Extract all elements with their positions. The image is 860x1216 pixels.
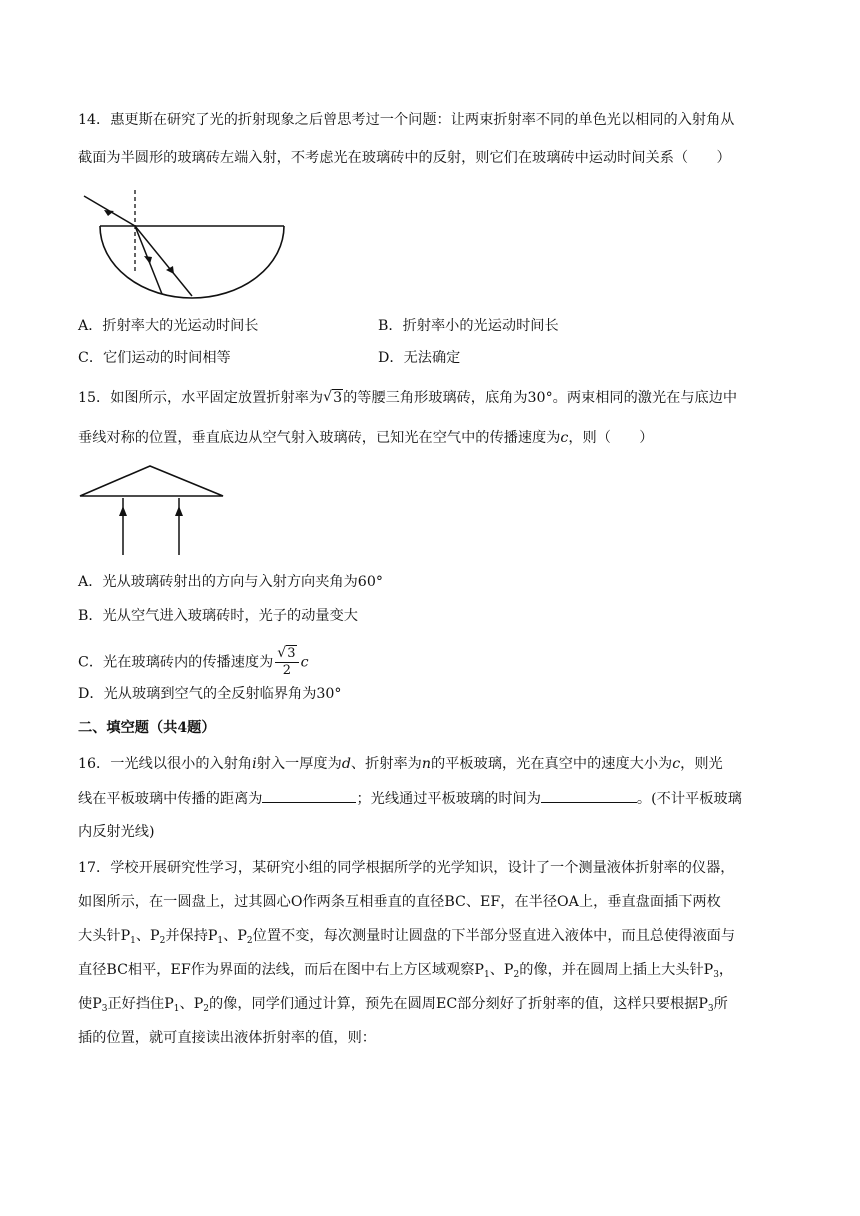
- sqrt-3: √ 3: [323, 389, 343, 406]
- q15-line-2: [78, 428, 653, 448]
- q15-line-2-text-b: ，则（ ）: [568, 430, 654, 446]
- q16-var-d: d: [341, 756, 351, 772]
- q16-l1-f: ，则光: [680, 756, 723, 772]
- sub-3: 3: [707, 1004, 714, 1014]
- q17-line-4: [78, 960, 733, 980]
- q16-l1-c: 、折射率为: [350, 756, 422, 772]
- q15-option-c-text: C．光在玻璃砖内的传播速度为: [78, 654, 274, 671]
- q17-line-5: [78, 994, 728, 1014]
- q17-l3-d: 、P: [223, 928, 247, 944]
- sub-2: 2: [203, 1004, 209, 1014]
- sub-1: 1: [483, 970, 490, 980]
- q16-var-n: n: [421, 756, 431, 772]
- q17-l4-c: 的像，并在圆周上插上大头针P: [519, 962, 714, 978]
- q17-l4-a: 直径BC相平，EF作为界面的法线，而后在图中右上方区域观察P: [78, 962, 484, 978]
- q14-option-b: B．折射率小的光运动时间长: [378, 318, 559, 334]
- sub-1: 1: [217, 936, 224, 946]
- q14-option-c: C．它们运动的时间相等: [78, 350, 231, 366]
- q16-var-c: c: [672, 756, 681, 772]
- q17-l3-e: 位置不变，每次测量时让圆盘的下半部分竖直进入液体中，而且总使得液面与: [252, 928, 736, 944]
- answer-blank-1[interactable]: [262, 788, 356, 803]
- q16-l1-a: 16．一光线以很小的入射角: [78, 756, 253, 772]
- q16-l2-b: ；光线通过平板玻璃的时间为: [356, 791, 541, 807]
- q16-line-2: [78, 788, 742, 809]
- sqrt-3-value: 3: [333, 390, 343, 406]
- q15-option-c-var: c: [300, 654, 309, 671]
- sub-2: 2: [513, 970, 520, 980]
- q15-option-b: B．光从空气进入玻璃砖时，光子的动量变大: [78, 608, 358, 624]
- q15-option-c: [78, 646, 309, 679]
- q14-option-a: A．折射率大的光运动时间长: [78, 318, 259, 334]
- q17-l4-d: ，: [718, 962, 734, 978]
- q17-l5-a: 使P: [78, 996, 102, 1012]
- sub-3: 3: [713, 970, 719, 980]
- q14-line-1: 14．惠更斯在研究了光的折射现象之后曾思考过一个问题：让两束折射率不同的单色光以相同的入射角从: [78, 112, 735, 128]
- q17-l5-e: 所: [713, 996, 728, 1012]
- q17-l3-b: 、P: [135, 928, 160, 944]
- q16-line-3: 内反射光线): [78, 824, 155, 840]
- q17-l5-c: 、P: [179, 996, 204, 1012]
- q15-line-1-text-a: 15．如图所示，水平固定放置折射率为: [78, 390, 324, 406]
- q15-line-1-text-b: 的等腰三角形玻璃砖，底角为30°。两束相同的激光在与底边中: [343, 390, 738, 406]
- q16-var-i: i: [252, 756, 257, 772]
- section-title: 二、填空题（共4题）: [78, 720, 216, 736]
- q17-l5-b: 正好挡住P: [107, 996, 174, 1012]
- triangle-prism-diagram: [78, 460, 228, 560]
- q17-line-3: [78, 926, 735, 946]
- q16-l1-b: 射入一厚度为: [256, 756, 342, 772]
- q14-option-d: D．无法确定: [378, 350, 461, 366]
- q16-l1-e: 的平板玻璃，光在真空中的速度大小为: [431, 756, 673, 772]
- fraction-numerator: 3: [287, 646, 296, 661]
- q14-line-2: 截面为半圆形的玻璃砖左端入射，不考虑光在玻璃砖中的反射，则它们在玻璃砖中运动时间关系（ ）: [78, 150, 731, 166]
- q16-l2-c: 。(不计平板玻璃: [636, 791, 742, 807]
- q16-l2-a: 线在平板玻璃中传播的距离为: [78, 791, 263, 807]
- q17-l4-b: 、P: [489, 962, 514, 978]
- semicircle-glass-diagram: [78, 186, 293, 301]
- sub-1: 1: [173, 1004, 180, 1014]
- q16-line-1: [78, 754, 723, 774]
- sub-3: 3: [101, 1004, 108, 1014]
- fraction-denominator: 2: [282, 663, 292, 678]
- q15-option-a: A．光从玻璃砖射出的方向与入射方向夹角为60°: [78, 574, 383, 590]
- sub-2: 2: [159, 936, 166, 946]
- q17-l5-d: 的像，同学们通过计算，预先在圆周EC部分刻好了折射率的值，这样只要根据P: [208, 996, 708, 1012]
- q15-line-1: [78, 388, 737, 408]
- q17-l3-a: 大头针P: [78, 928, 131, 944]
- sub-2: 2: [246, 936, 253, 946]
- sub-1: 1: [130, 936, 136, 946]
- answer-blank-2[interactable]: [541, 788, 637, 803]
- q17-line-1: 17．学校开展研究性学习，某研究小组的同学根据所学的光学知识，设计了一个测量液体折射率的仪器，: [78, 860, 735, 876]
- q15-option-d: D．光从玻璃到空气的全反射临界角为30°: [78, 686, 342, 702]
- q15-line-2-text-a: 垂线对称的位置，垂直底边从空气射入玻璃砖，已知光在空气中的传播速度为: [78, 430, 561, 446]
- q15-var-c: c: [560, 430, 569, 446]
- q17-line-2: 如图所示，在一圆盘上，过其圆心O作两条互相垂直的直径BC、EF，在半径OA上，垂直盘面插下两枚: [78, 894, 721, 910]
- fraction-sqrt3-over-2: √ 3 2: [275, 646, 298, 679]
- q17-line-6: 插的位置，就可直接读出液体折射率的值，则：: [78, 1030, 376, 1046]
- q17-l3-c: 并保持P: [165, 928, 218, 944]
